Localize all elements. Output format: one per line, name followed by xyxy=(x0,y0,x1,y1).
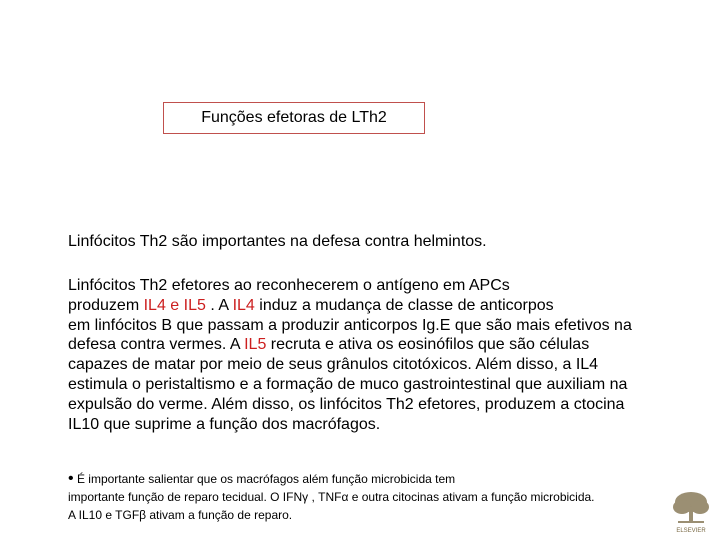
logo-text: ELSEVIER xyxy=(676,528,706,534)
paragraph-line-2 xyxy=(68,296,708,316)
main-paragraph xyxy=(68,276,708,434)
footnote-line-3: A IL10 e TGFβ ativam a função de reparo. xyxy=(68,508,293,522)
text-segment: recruta e ativa os eosinófilos que são células xyxy=(266,336,590,354)
paragraph-line-8: IL10 que suprime a função dos macrófagos. xyxy=(68,415,381,433)
text-segment: defesa contra vermes. A xyxy=(68,336,245,354)
intro-text: Linfócitos Th2 são importantes na defesa contra helmintos. xyxy=(68,233,487,250)
elsevier-logo-graphic xyxy=(668,490,714,534)
footnote-line-2: importante função de reparo tecidual. O IFNγ , TNFα e outra citocinas ativam a função microbicida. xyxy=(68,490,595,504)
highlight-il5: IL5 xyxy=(244,336,267,354)
highlight-il4-il5: IL4 e IL5 xyxy=(143,296,206,314)
paragraph-line-7: expulsão do verme. Além disso, os linfócitos Th2 efetores, produzem a ctocina xyxy=(68,395,625,413)
slide-title xyxy=(163,102,425,134)
text-segment: induz a mudança de classe de anticorpos xyxy=(254,296,554,314)
highlight-il4: IL4 xyxy=(232,296,255,314)
paragraph-line-5: capazes de matar por meio de seus grânulos citotóxicos. Além disso, a IL4 xyxy=(68,356,599,374)
paragraph-line-1: Linfócitos Th2 efetores ao reconhecerem o antígeno em APCs xyxy=(68,277,510,294)
slide-title-text: Funções efetoras de LTh2 xyxy=(201,109,387,126)
paragraph-line-4 xyxy=(68,335,708,355)
elsevier-tree-icon xyxy=(668,490,714,534)
footnote-line-1 xyxy=(68,470,698,488)
text-segment: produzem xyxy=(68,296,144,314)
paragraph-line-6: estimula o peristaltismo e a formação de muco gastrointestinal que auxiliam na xyxy=(68,375,628,393)
footnote xyxy=(68,470,698,524)
bullet-icon: • xyxy=(68,470,74,487)
footnote-text: É importante salientar que os macrófagos além função microbicida tem xyxy=(73,472,456,486)
paragraph-line-3: em linfócitos B que passam a produzir anticorpos Ig.E que são mais efetivos na xyxy=(68,316,632,334)
text-segment: . A xyxy=(205,296,233,314)
